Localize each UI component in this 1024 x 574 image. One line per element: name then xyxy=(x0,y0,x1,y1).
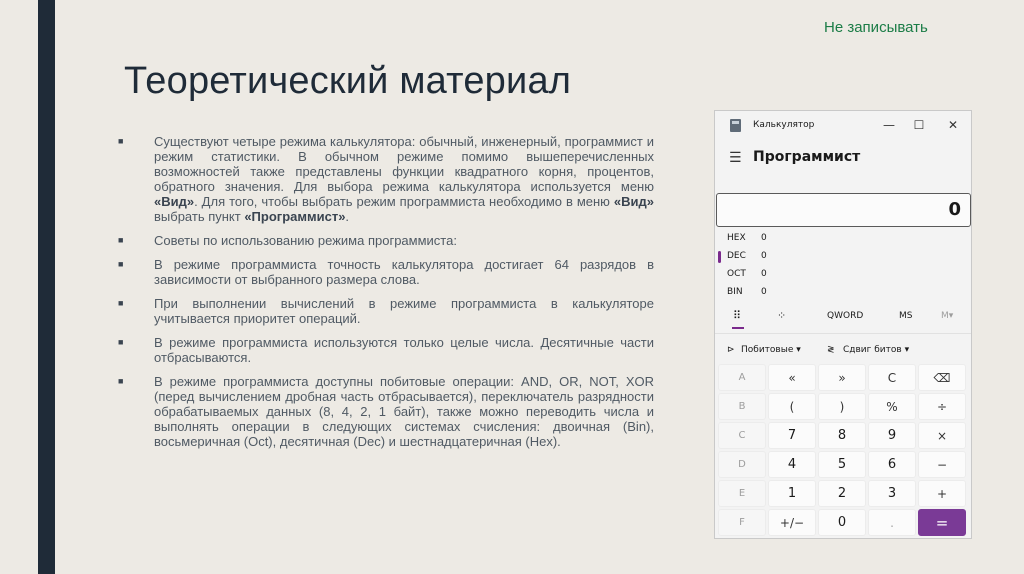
bullet-text: Существуют четыре режима калькулятора: обычный, инженерный, программист и режим статистики. В обычном режиме помимо вышеперечисленных возможностей также представлены функции квадратного корня, процентов, обратного значения. Для выбора режима калькулятора используется меню «Вид». Для того, чтобы выбрать режим программиста необходимо в меню «Вид» выбрать пункт «Программист». xyxy=(154,134,654,224)
key-9[interactable]: 9 xyxy=(868,422,916,449)
key-open-paren[interactable]: ( xyxy=(768,393,816,420)
key-percent[interactable]: % xyxy=(868,393,916,420)
selected-indicator xyxy=(718,251,721,263)
result-display xyxy=(716,193,971,227)
key-multiply[interactable]: × xyxy=(918,422,966,449)
radix-value: 0 xyxy=(761,233,767,243)
key-e[interactable]: E xyxy=(718,480,766,507)
radix-name: BIN xyxy=(727,287,743,297)
key-d[interactable]: D xyxy=(718,451,766,478)
slide-content xyxy=(118,134,654,458)
key-shift-left[interactable]: « xyxy=(768,364,816,391)
bullet-text: Советы по использованию режима программиста: xyxy=(154,233,457,248)
bit-shift-dropdown[interactable]: Сдвиг битов ▾ xyxy=(843,345,910,355)
radix-value: 0 xyxy=(761,269,767,279)
key-3[interactable]: 3 xyxy=(868,480,916,507)
active-tab-indicator xyxy=(732,327,744,329)
bitwise-icon: ⊳ xyxy=(727,345,735,355)
key-shift-right[interactable]: » xyxy=(818,364,866,391)
memory-view-button[interactable]: M▾ xyxy=(941,311,954,321)
radix-row-oct[interactable] xyxy=(715,266,971,284)
bullet-marker: ■ xyxy=(118,235,124,245)
radix-row-bin[interactable] xyxy=(715,284,971,302)
close-button[interactable]: ✕ xyxy=(947,118,959,132)
display-value: 0 xyxy=(948,199,961,220)
radix-value: 0 xyxy=(761,251,767,261)
key-7[interactable]: 7 xyxy=(768,422,816,449)
calculator-window xyxy=(714,110,972,539)
bitwise-dropdown[interactable]: Побитовые ▾ xyxy=(741,345,801,355)
note-label: Не записывать xyxy=(824,19,928,36)
key-4[interactable]: 4 xyxy=(768,451,816,478)
key-6[interactable]: 6 xyxy=(868,451,916,478)
key-8[interactable]: 8 xyxy=(818,422,866,449)
bullet-marker: ■ xyxy=(118,136,124,146)
radix-name: HEX xyxy=(727,233,746,243)
divider xyxy=(715,333,971,334)
memory-store-button[interactable]: MS xyxy=(899,311,913,321)
calculator-app-icon xyxy=(730,119,741,132)
key-b[interactable]: B xyxy=(718,393,766,420)
radix-name: OCT xyxy=(727,269,746,279)
bullet-text: В режиме программиста доступны побитовые операции: AND, OR, NOT, XOR (перед вычислением дробная часть отбрасывается), переключатель разрядности обрабатываемых данных (8, 4, 2, 1 байт), также можно переводить числа и выполнять операции в следующих системах счисления: двоичная (Bin), восьмеричная (Oct), десятичная (Dec) и шестнадцатеричная (Hex). xyxy=(154,374,654,449)
slide-title: Теоретический материал xyxy=(124,60,572,102)
minimize-button[interactable]: — xyxy=(883,118,895,132)
bullet-item xyxy=(118,296,654,326)
radix-value: 0 xyxy=(761,287,767,297)
key-clear[interactable]: C xyxy=(868,364,916,391)
bullet-text: При выполнении вычислений в режиме программиста в калькуляторе учитывается приоритет операций. xyxy=(154,296,654,326)
key-a[interactable]: A xyxy=(718,364,766,391)
calculator-titlebar xyxy=(715,111,971,141)
menu-icon[interactable]: ☰ xyxy=(729,150,742,166)
key-backspace[interactable]: ⌫ xyxy=(918,364,966,391)
mode-title: Программист xyxy=(753,149,861,165)
bullet-item xyxy=(118,257,654,287)
bullet-item xyxy=(118,335,654,365)
window-title: Калькулятор xyxy=(753,120,815,130)
key-5[interactable]: 5 xyxy=(818,451,866,478)
key-2[interactable]: 2 xyxy=(818,480,866,507)
maximize-button[interactable]: ☐ xyxy=(913,118,925,132)
radix-row-hex[interactable] xyxy=(715,230,971,248)
full-keypad-icon[interactable]: ⠿ xyxy=(733,309,742,322)
keypad-toolbar xyxy=(715,307,971,327)
key-decimal[interactable]: . xyxy=(868,509,916,536)
radix-name: DEC xyxy=(727,251,746,261)
word-size-button[interactable]: QWORD xyxy=(827,311,864,321)
key-0[interactable]: 0 xyxy=(818,509,866,536)
left-accent-bar xyxy=(38,0,55,574)
bullet-marker: ■ xyxy=(118,259,124,269)
radix-row-dec[interactable] xyxy=(715,248,971,266)
bullet-marker: ■ xyxy=(118,337,124,347)
bullet-marker: ■ xyxy=(118,298,124,308)
key-f[interactable]: F xyxy=(718,509,766,536)
key-minus[interactable]: − xyxy=(918,451,966,478)
key-plus[interactable]: + xyxy=(918,480,966,507)
key-divide[interactable]: ÷ xyxy=(918,393,966,420)
keypad xyxy=(718,364,970,536)
key-equals[interactable]: = xyxy=(918,509,966,536)
bullet-item xyxy=(118,233,654,248)
bullet-item xyxy=(118,134,654,224)
bullet-item xyxy=(118,374,654,449)
bullet-marker: ■ xyxy=(118,376,124,386)
key-close-paren[interactable]: ) xyxy=(818,393,866,420)
bitwise-menu-row xyxy=(715,341,971,361)
bullet-text: В режиме программиста используются только целые числа. Десятичные части отбрасываются. xyxy=(154,335,654,365)
bit-shift-icon: ≷ xyxy=(827,345,835,355)
key-1[interactable]: 1 xyxy=(768,480,816,507)
key-c-hex[interactable]: C xyxy=(718,422,766,449)
key-negate[interactable]: +/− xyxy=(768,509,816,536)
bit-toggle-icon[interactable]: ⁘ xyxy=(777,309,787,322)
bullet-text: В режиме программиста точность калькулятора достигает 64 разрядов в зависимости от выбранного размера слова. xyxy=(154,257,654,287)
